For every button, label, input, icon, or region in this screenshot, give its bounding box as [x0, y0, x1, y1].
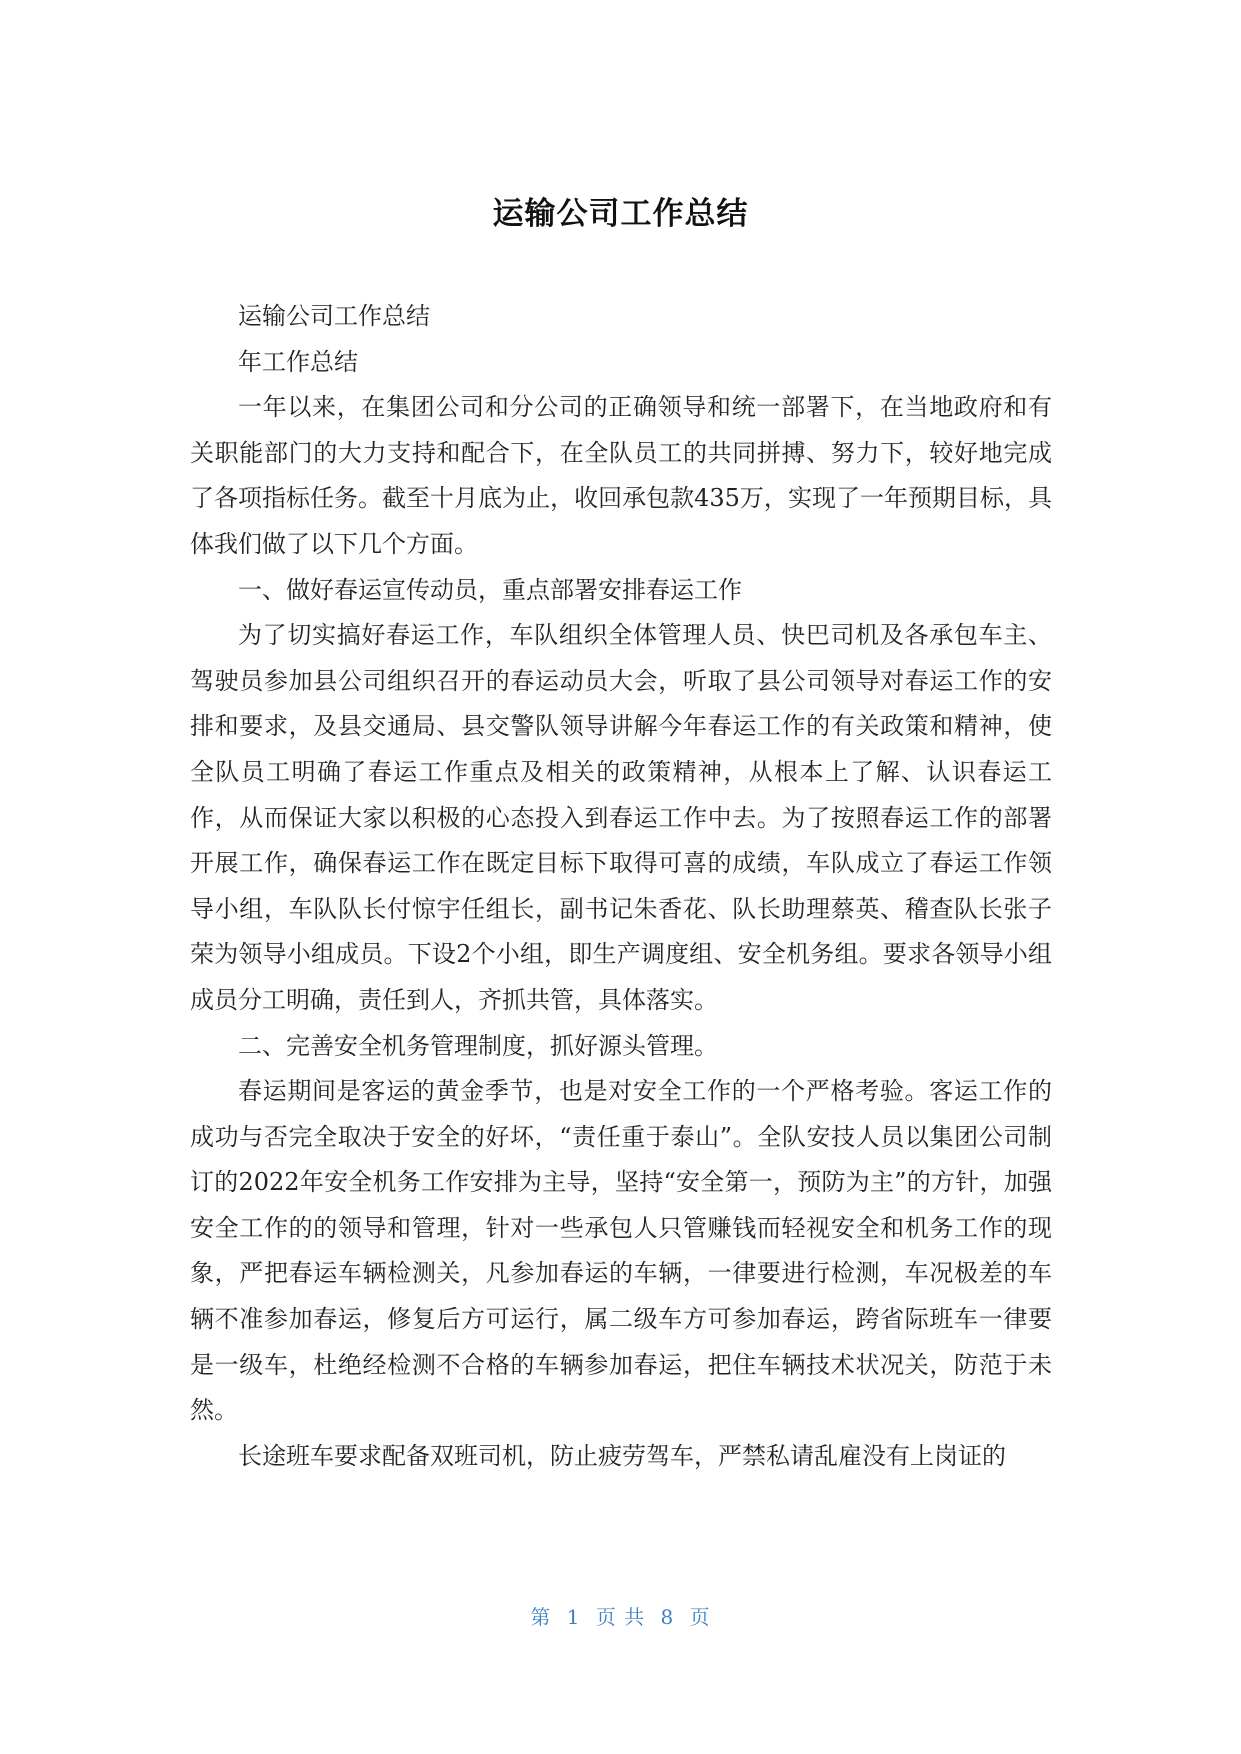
section-heading: 一、做好春运宣传动员，重点部署安排春运工作 [238, 575, 742, 604]
footer-label-of: 页 共 [595, 1605, 646, 1629]
body-paragraph: 为了切实搞好春运工作，车队组织全体管理人员、快巴司机及各承包车主、驾驶员参加县公司组织召开的春运动员大会，听取了县公司领导对春运工作的安排和要求，及县交通局、县交警队领导讲解今年春运工作的有关政策和精神，使全队员工明确了春运工作重点及相关的政策精神，从根本上了解、认识春运工作，从而保证大家以积极的心态投入到春运工作中去。为了按照春运工作的部署开展工作，确保春运工作在既定目标下取得可喜的成绩，车队成立了春运工作领导小组，车队队长付惊宇任组长，副书记朱香花、队长助理蔡英、稽查队长张子荣为领导小组成员。下设2个小组，即生产调度组、安全机务组。要求各领导小组成员分工明确，责任到人，齐抓共管，具体落实。 [190, 621, 1052, 1014]
footer-current-page: 1 [566, 1605, 581, 1629]
document-title: 运输公司工作总结 [492, 196, 749, 232]
document-body [190, 294, 1052, 1479]
footer-label-page: 第 [530, 1605, 552, 1629]
body-paragraph: 长途班车要求配备双班司机，防止疲劳驾车，严禁私请乱雇没有上岗证的 [238, 1441, 1006, 1470]
body-paragraph: 运输公司工作总结 [238, 302, 430, 330]
page-footer [0, 1601, 1241, 1630]
footer-label-pages: 页 [689, 1605, 711, 1629]
section-heading: 二、完善安全机务管理制度，抓好源头管理。 [238, 1031, 718, 1060]
body-paragraph: 春运期间是客运的黄金季节，也是对安全工作的一个严格考验。客运工作的成功与否完全取决于安全的好坏，“责任重于泰山”。全队安技人员以集团公司制订的2022年安全机务工作安排为主导，坚持“安全第一，预防为主”的方针，加强安全工作的的领导和管理，针对一些承包人只管赚钱而轻视安全和机务工作的现象，严把春运车辆检测关，凡参加春运的车辆，一律要进行检测，车况极差的车辆不准参加春运，修复后方可运行，属二级车方可参加春运，跨省际班车一律要是一级车，杜绝经检测不合格的车辆参加春运，把住车辆技术状况关，防范于未然。 [190, 1077, 1052, 1425]
body-paragraph: 年工作总结 [238, 347, 358, 376]
footer-total-pages: 8 [660, 1605, 675, 1629]
body-paragraph: 一年以来，在集团公司和分公司的正确领导和统一部署下，在当地政府和有关职能部门的大力支持和配合下，在全队员工的共同拼搏、努力下，较好地完成了各项指标任务。截至十月底为止，收回承包款435万，实现了一年预期目标，具体我们做了以下几个方面。 [190, 393, 1052, 558]
